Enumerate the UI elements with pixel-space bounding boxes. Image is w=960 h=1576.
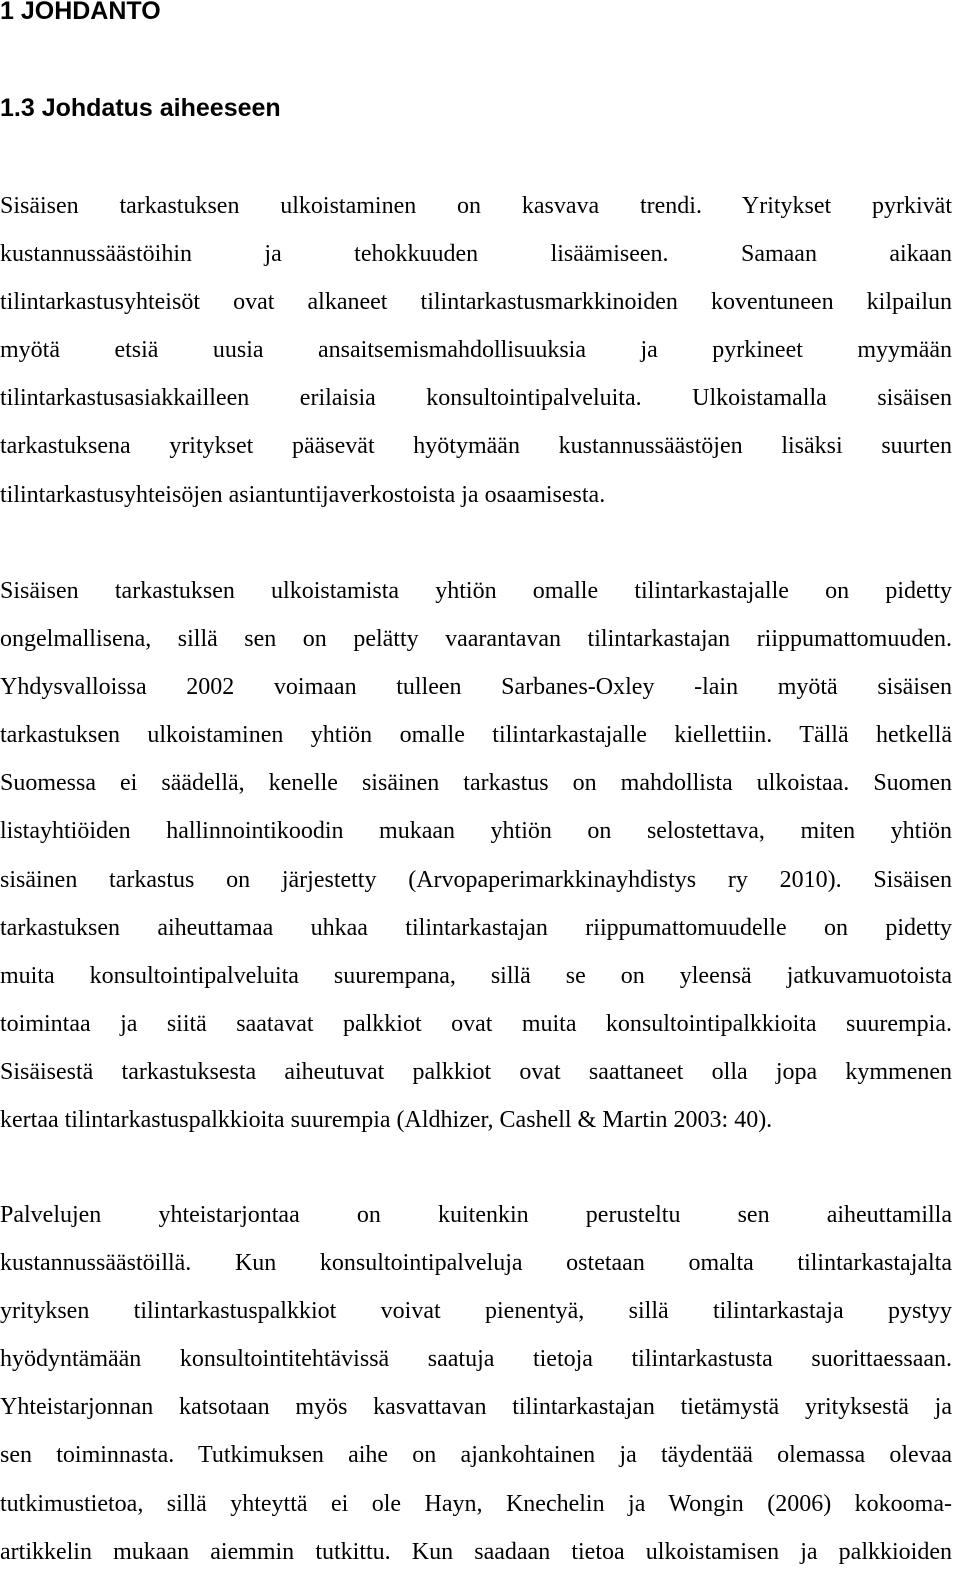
text-line: sisäinen tarkastus on järjestetty (Arvopaperimarkkinayhdistys ry 2010). Sisäisen — [0, 866, 952, 893]
text-line: ongelmallisena, sillä sen on pelätty vaarantavan tilintarkastajan riippumattomuuden. — [0, 626, 952, 653]
text-line: Yhteistarjonnan katsotaan myös kasvattavan tilintarkastajan tietämystä yrityksestä ja — [0, 1394, 952, 1421]
text-line: tarkastuksen aiheuttamaa uhkaa tilintarkastajan riippumattomuudelle on pidetty — [0, 914, 952, 941]
text-line: tutkimustietoa, sillä yhteyttä ei ole Hayn, Knechelin ja Wongin (2006) kokooma- — [0, 1490, 952, 1517]
text-line: toimintaa ja siitä saatavat palkkiot ovat muita konsultointipalkkioita suurempia. — [0, 1010, 952, 1037]
text-line: myötä etsiä uusia ansaitsemismahdollisuuksia ja pyrkineet myymään — [0, 337, 952, 364]
text-line: tarkastuksen ulkoistaminen yhtiön omalle tilintarkastajalle kiellettiin. Tällä hetkellä — [0, 722, 952, 749]
text-line: hyödyntämään konsultointitehtävissä saatuja tietoja tilintarkastusta suorittaessaan. — [0, 1346, 952, 1373]
text-line: Suomessa ei säädellä, kenelle sisäinen tarkastus on mahdollista ulkoistaa. Suomen — [0, 770, 952, 797]
text-line: Sisäisen tarkastuksen ulkoistamista yhtiön omalle tilintarkastajalle on pidetty — [0, 578, 952, 604]
text-line: kertaa tilintarkastuspalkkioita suurempia (Aldhizer, Cashell & Martin 2003: 40). — [0, 1107, 773, 1134]
text-line: tilintarkastusyhteisöjen asiantuntijaverkostoista ja osaamisesta. — [0, 481, 606, 508]
text-line: muita konsultointipalveluita suurempana, sillä se on yleensä jatkuvamuotoista — [0, 962, 952, 989]
text-line: artikkelin mukaan aiemmin tutkittu. Kun saadaan tietoa ulkoistamisen ja palkkioiden — [0, 1538, 952, 1565]
text-line: Yhdysvalloissa 2002 voimaan tulleen Sarbanes-Oxley -lain myötä sisäisen — [0, 674, 952, 701]
text-line: tarkastuksena yritykset pääsevät hyötymään kustannussäästöjen lisäksi suurten — [0, 433, 952, 460]
text-line: listayhtiöiden hallinnointikoodin mukaan yhtiön on selostettava, miten yhtiön — [0, 818, 952, 845]
text-line: Sisäisestä tarkastuksesta aiheutuvat palkkiot ovat saattaneet olla jopa kymmenen — [0, 1058, 952, 1085]
text-line: tilintarkastusyhteisöt ovat alkaneet tilintarkastusmarkkinoiden koventuneen kilpailun — [0, 289, 952, 316]
text-line: Sisäisen tarkastuksen ulkoistaminen on kasvava trendi. Yritykset pyrkivät — [0, 193, 952, 219]
text-line: kustannussäästöillä. Kun konsultointipalveluja ostetaan omalta tilintarkastajalta — [0, 1250, 952, 1277]
text-line: yrityksen tilintarkastuspalkkiot voivat pienentyä, sillä tilintarkastaja pystyy — [0, 1298, 952, 1325]
paragraph-1 — [0, 182, 952, 519]
chapter-heading: 1 JOHDANTO — [0, 0, 161, 25]
paragraph-2 — [0, 567, 952, 1144]
text-line: tilintarkastusasiakkailleen erilaisia konsultointipalveluita. Ulkoistamalla sisäisen — [0, 385, 952, 412]
paragraph-3 — [0, 1191, 952, 1576]
text-line: kustannussäästöihin ja tehokkuuden lisäämiseen. Samaan aikaan — [0, 241, 952, 268]
text-line: sen toiminnasta. Tutkimuksen aihe on ajankohtainen ja täydentää olemassa olevaa — [0, 1442, 952, 1469]
section-heading: 1.3 Johdatus aiheeseen — [0, 94, 281, 122]
text-line: Palvelujen yhteistarjontaa on kuitenkin perusteltu sen aiheuttamilla — [0, 1202, 952, 1228]
